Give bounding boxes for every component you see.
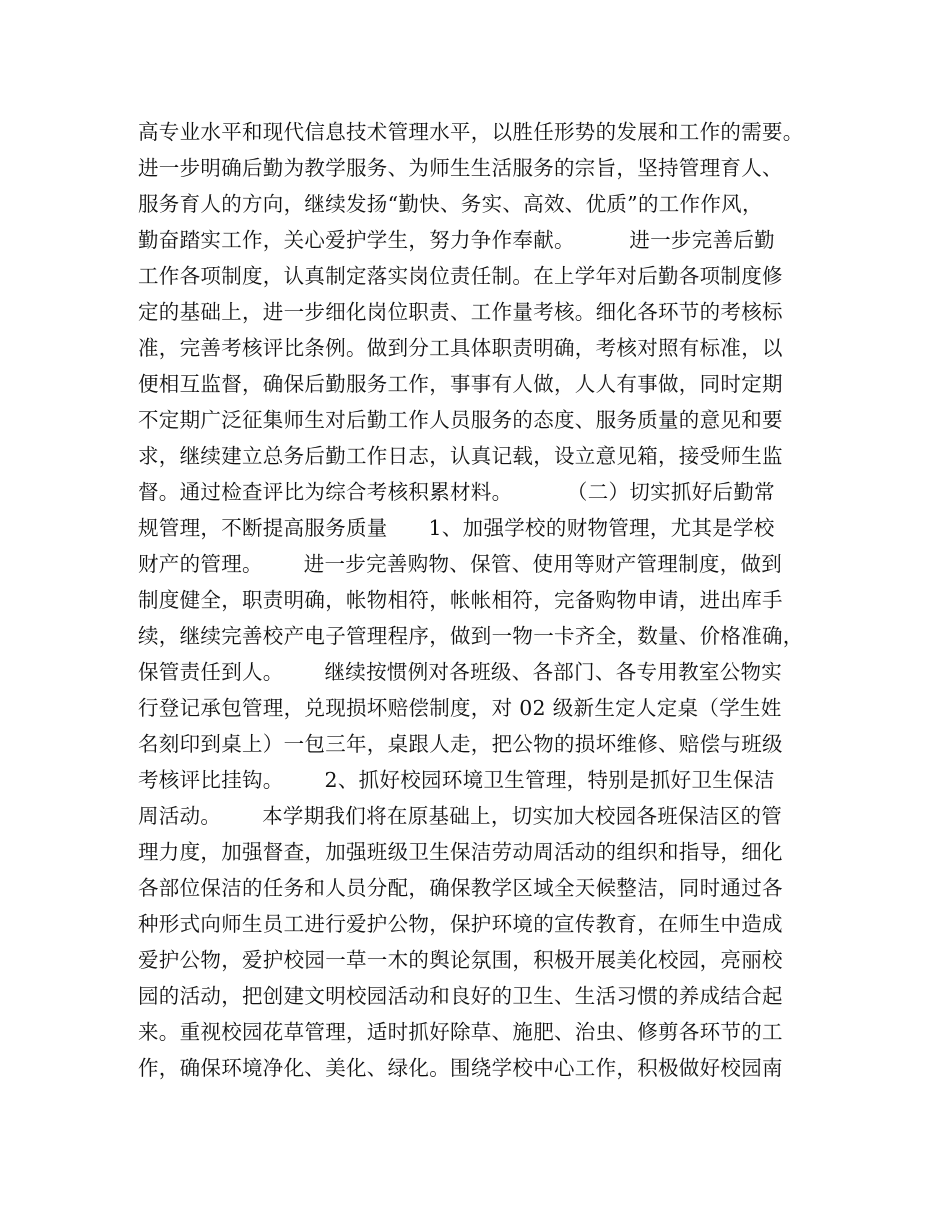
text-line-3: 服务育人的方向，继续发扬“勤快、务实、高效、优质”的工作作风， [138,192,763,216]
text-line-22: 各部位保洁的任务和人员分配，确保教学区域全天候整洁，同时通过各 [138,876,783,900]
text-line-14: 制度健全，职责明确，帐物相符，帐帐相符，完备购物申请，进出库手 [138,588,783,612]
text-line-4: 勤奋踏实工作，关心爱护学生，努力争作奉献。 进一步完善后勤 [138,228,775,252]
text-line-17: 行登记承包管理，兑现损坏赔偿制度，对 02 级新生定人定桌（学生姓 [138,696,782,720]
text-line-7: 准，完善考核评比条例。做到分工具体职责明确，考核对照有标准，以 [138,336,783,360]
text-line-9: 不定期广泛征集师生对后勤工作人员服务的态度、服务质量的意见和要 [138,408,783,432]
body-text [138,114,818,1086]
text-line-27: 作，确保环境净化、美化、绿化。围绕学校中心工作，积极做好校园南 [138,1056,783,1080]
text-line-1: 高专业水平和现代信息技术管理水平，以胜任形势的发展和工作的需要。 [138,120,804,144]
text-line-18: 名刻印到桌上）一包三年，桌跟人走，把公物的损坏维修、赔偿与班级 [138,732,783,756]
text-line-20: 周活动。 本学期我们将在原基础上，切实加大校园各班保洁区的管 [138,804,783,828]
text-line-11: 督。通过检查评比为综合考核积累材料。 （二）切实抓好后勤常 [138,480,775,504]
text-line-15: 续，继续完善校产电子管理程序，做到一物一卡齐全，数量、价格准确， [138,624,804,648]
text-line-23: 种形式向师生员工进行爱护公物，保护环境的宣传教育，在师生中造成 [138,912,783,936]
text-line-12: 规管理，不断提高服务质量 1、加强学校的财物管理，尤其是学校 [138,516,775,540]
text-line-8: 便相互监督，确保后勤服务工作，事事有人做，人人有事做，同时定期 [138,372,783,396]
text-line-16: 保管责任到人。 继续按惯例对各班级、各部门、各专用教室公物实 [138,660,783,684]
text-line-10: 求，继续建立总务后勤工作日志，认真记载，设立意见箱，接受师生监 [138,444,783,468]
text-line-6: 定的基础上，进一步细化岗位职责、工作量考核。细化各环节的考核标 [138,300,783,324]
text-line-5: 工作各项制度，认真制定落实岗位责任制。在上学年对后勤各项制度修 [138,264,783,288]
text-line-25: 园的活动，把创建文明校园活动和良好的卫生、生活习惯的养成结合起 [138,984,783,1008]
text-line-19: 考核评比挂钩。 2、抓好校园环境卫生管理，特别是抓好卫生保洁 [138,768,775,792]
text-line-26: 来。重视校园花草管理，适时抓好除草、施肥、治虫、修剪各环节的工 [138,1020,783,1044]
text-line-13: 财产的管理。 进一步完善购物、保管、使用等财产管理制度，做到 [138,552,783,576]
text-line-24: 爱护公物，爱护校园一草一木的舆论氛围，积极开展美化校园，亮丽校 [138,948,783,972]
text-line-2: 进一步明确后勤为教学服务、为师生生活服务的宗旨，坚持管理育人、 [138,156,783,180]
text-line-21: 理力度，加强督查，加强班级卫生保洁劳动周活动的组织和指导，细化 [138,840,783,864]
